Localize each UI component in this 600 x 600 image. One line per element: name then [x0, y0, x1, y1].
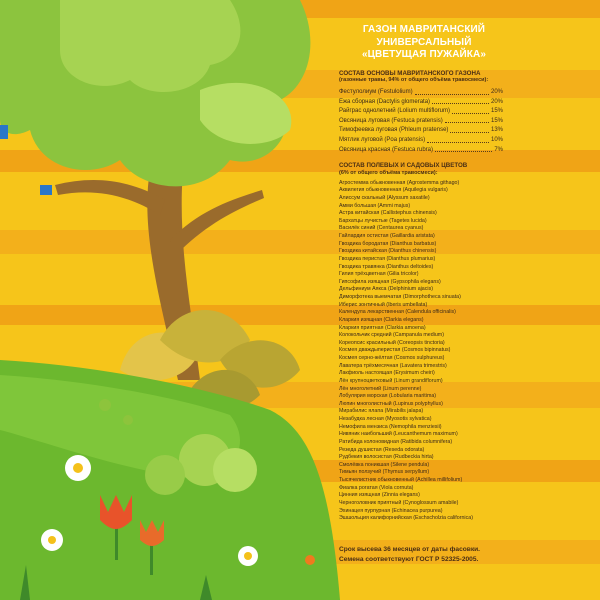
dot-leader: [415, 88, 489, 95]
grass-name: Овсяница красная (Festuca rubra): [339, 146, 434, 153]
grass-list: [339, 88, 509, 155]
flower-item: Резеда душистая (Reseda odorata): [339, 446, 425, 453]
round-bush: [213, 448, 257, 492]
flower-item: Лобулярия морская (Lobularia maritima): [339, 393, 437, 400]
flower-item: Тысячелистник обыкновенный (Achillea millifolium): [339, 477, 463, 484]
flower-item: Фиалка рогатая (Viola cornuta): [339, 484, 414, 491]
flower-item: Колокольчик средний (Campanula medium): [339, 332, 444, 339]
title-line: УНИВЕРСАЛЬНЫЙ: [376, 36, 472, 48]
base-subheading: (газонные травы, 94% от общего объёма травосмеси):: [339, 77, 489, 83]
dot-leader: [450, 126, 489, 133]
flower-item: Василёк синий (Centaurea cyanus): [339, 225, 424, 232]
flower-item: Лакфиоль настоящая (Erysimum cheiri): [339, 370, 435, 377]
hill-dot: [99, 399, 111, 411]
flower-item: Черноголовник приятный (Cynoglossum amabile): [339, 499, 459, 506]
flower-item: Смолёвка поникшая (Silene pendula): [339, 461, 430, 468]
flower-item: Нивяник наибольший (Leucanthemum maximum): [339, 431, 458, 438]
flower-item: Гилия трёхцветная (Gilia tricolor): [339, 271, 419, 278]
daisy-flower: [65, 455, 91, 481]
flower-item: Незабудка лесная (Myosotis sylvatica): [339, 416, 432, 423]
grass-percent: 13%: [490, 127, 503, 134]
grass-name: Фестулолиум (Festulolium): [339, 89, 413, 95]
flower-item: Эхинацея пурпурная (Echinacea purpurea): [339, 507, 443, 514]
flowers-subheading: (6% от общего объёма травосмеси):: [339, 169, 438, 176]
flower-item: Цинния изящная (Zinnia elegans): [339, 492, 420, 499]
hill-dot: [123, 415, 133, 425]
flower-item: Алиссум скальный (Alyssum saxatile): [339, 194, 430, 201]
hill-dot: [305, 555, 315, 565]
flower-item: Астра китайская (Callistephus chinensis): [339, 210, 437, 217]
flower-item: Космея дваждыперистая (Cosmos bipinnatus): [339, 347, 451, 354]
footer-notes: [339, 545, 519, 565]
flower-item: Мирабилис ялапа (Mirabilis jalapa): [339, 408, 424, 415]
flower-item: Гвоздика травянка (Dianthus deltoides): [339, 263, 434, 270]
flower-list: [339, 180, 509, 523]
flower-item: Аквилегия обыкновенная (Aquilegia vulgaris): [339, 187, 448, 194]
flower-item: Амми большая (Ammi majus): [339, 202, 411, 209]
flower-item: Ратибида колоновидная (Ratibida columnifera): [339, 438, 453, 445]
grass-name: Овсяница луговая (Festuca pratensis): [339, 117, 443, 124]
flower-item: Лаватера трёхмесячная (Lavatera trimestris): [339, 362, 447, 369]
base-heading: СОСТАВ ОСНОВЫ МАВРИТАНСКОГО ГАЗОНА: [339, 69, 481, 77]
grass-item: [339, 107, 503, 117]
dot-leader: [432, 98, 489, 105]
daisy-flower: [238, 546, 258, 566]
title-line: ГАЗОН МАВРИТАНСКИЙ: [362, 24, 486, 35]
grass-name: Райграс однолетний (Lolium multiflorum): [339, 108, 450, 115]
title-line: «ЦВЕТУЩАЯ ПУЖАЙКА»: [361, 49, 486, 60]
grass-percent: 20%: [490, 98, 503, 105]
grass-item: [339, 88, 503, 98]
dot-leader: [452, 107, 489, 114]
flower-item: Гвоздика бородатая (Dianthus barbatus): [339, 240, 437, 247]
flower-item: Гипсофила изящная (Gypsophila elegans): [339, 278, 441, 285]
sowing-term: Срок высева 36 месяцев от даты фасовки.: [339, 546, 481, 553]
flower-item: Гвоздика китайская (Dianthus chinensis): [339, 248, 437, 255]
dot-leader: [427, 136, 489, 143]
grass-item: [339, 146, 503, 156]
flower-item: Люпин многолистный (Lupinus polyphyllus): [339, 400, 443, 407]
gost-compliance: Семена соответствуют ГОСТ Р 52325-2005.: [339, 556, 479, 563]
flower-item: Дельфиниум Аякса (Delphinium ajacis): [339, 286, 433, 293]
flowers-section: [339, 162, 509, 523]
flower-item: Кларкия приятная (Clarkia amoena): [339, 324, 426, 331]
grass-name: Тимофеевка луговая (Phleum pratense): [339, 127, 449, 134]
product-title: [339, 24, 509, 62]
flower-item: Агростемма обыкновенная (Agrostemma githago): [339, 179, 460, 186]
dot-leader: [435, 146, 492, 153]
flower-item: Немофила мензиса (Nemophila menziesii): [339, 423, 442, 430]
grass-item: [339, 126, 503, 136]
grass-name: Мятлик луговой (Poa pratensis): [339, 136, 426, 143]
flower-item: Лён многолетний (Linum perenne): [339, 385, 422, 392]
flower-item: Иберис зонтичный (Iberis umbellata): [339, 301, 428, 308]
grass-percent: 15%: [490, 108, 503, 115]
grass-percent: 20%: [490, 89, 503, 95]
flower-item: Лён крупноцветковый (Linum grandiflorum): [339, 377, 443, 384]
flower-item: Кларкия изящная (Clarkia elegans): [339, 316, 424, 323]
flower-item: Эшшольция калифорнийская (Eschscholzia californica): [339, 515, 473, 522]
flower-item: Диморфотека выемчатая (Dimorphotheca sinuata): [339, 294, 461, 301]
grass-name: Ежа сборная (Dactylis glomerata): [339, 98, 431, 105]
blue-shape: [0, 125, 8, 139]
tree-branch: [170, 190, 264, 255]
dot-leader: [445, 117, 489, 124]
grass-percent: 7%: [494, 146, 503, 153]
flower-item: Бархатцы лучистые (Tagetes lucida): [339, 217, 427, 224]
flower-item: Гвоздика перистая (Dianthus plumarius): [339, 255, 436, 262]
composition-panel: [339, 24, 509, 523]
flower-item: Календула лекарственная (Calendula officinalis): [339, 309, 456, 316]
flower-item: Космея серно-жёлтая (Cosmos sulphureus): [339, 355, 445, 362]
daisy-flower: [41, 529, 63, 551]
round-bush: [145, 455, 185, 495]
flower-item: Гайлардия остистая (Gaillardia aristata): [339, 233, 435, 240]
flowers-heading: СОСТАВ ПОЛЕВЫХ И САДОВЫХ ЦВЕТОВ: [339, 162, 468, 170]
flower-item: Тимьян ползучий (Thymus serpyllum): [339, 469, 430, 476]
grass-percent: 10%: [490, 136, 503, 143]
grass-item: [339, 136, 503, 146]
flower-item: Кореопсис красильный (Coreopsis tinctoria): [339, 339, 445, 346]
grass-item: [339, 117, 503, 127]
base-section: [339, 70, 509, 156]
grass-item: [339, 98, 503, 108]
flower-item: Рудбекия волосистая (Rudbeckia hirta): [339, 454, 434, 461]
grass-percent: 15%: [490, 117, 503, 124]
blue-shape: [40, 185, 52, 195]
